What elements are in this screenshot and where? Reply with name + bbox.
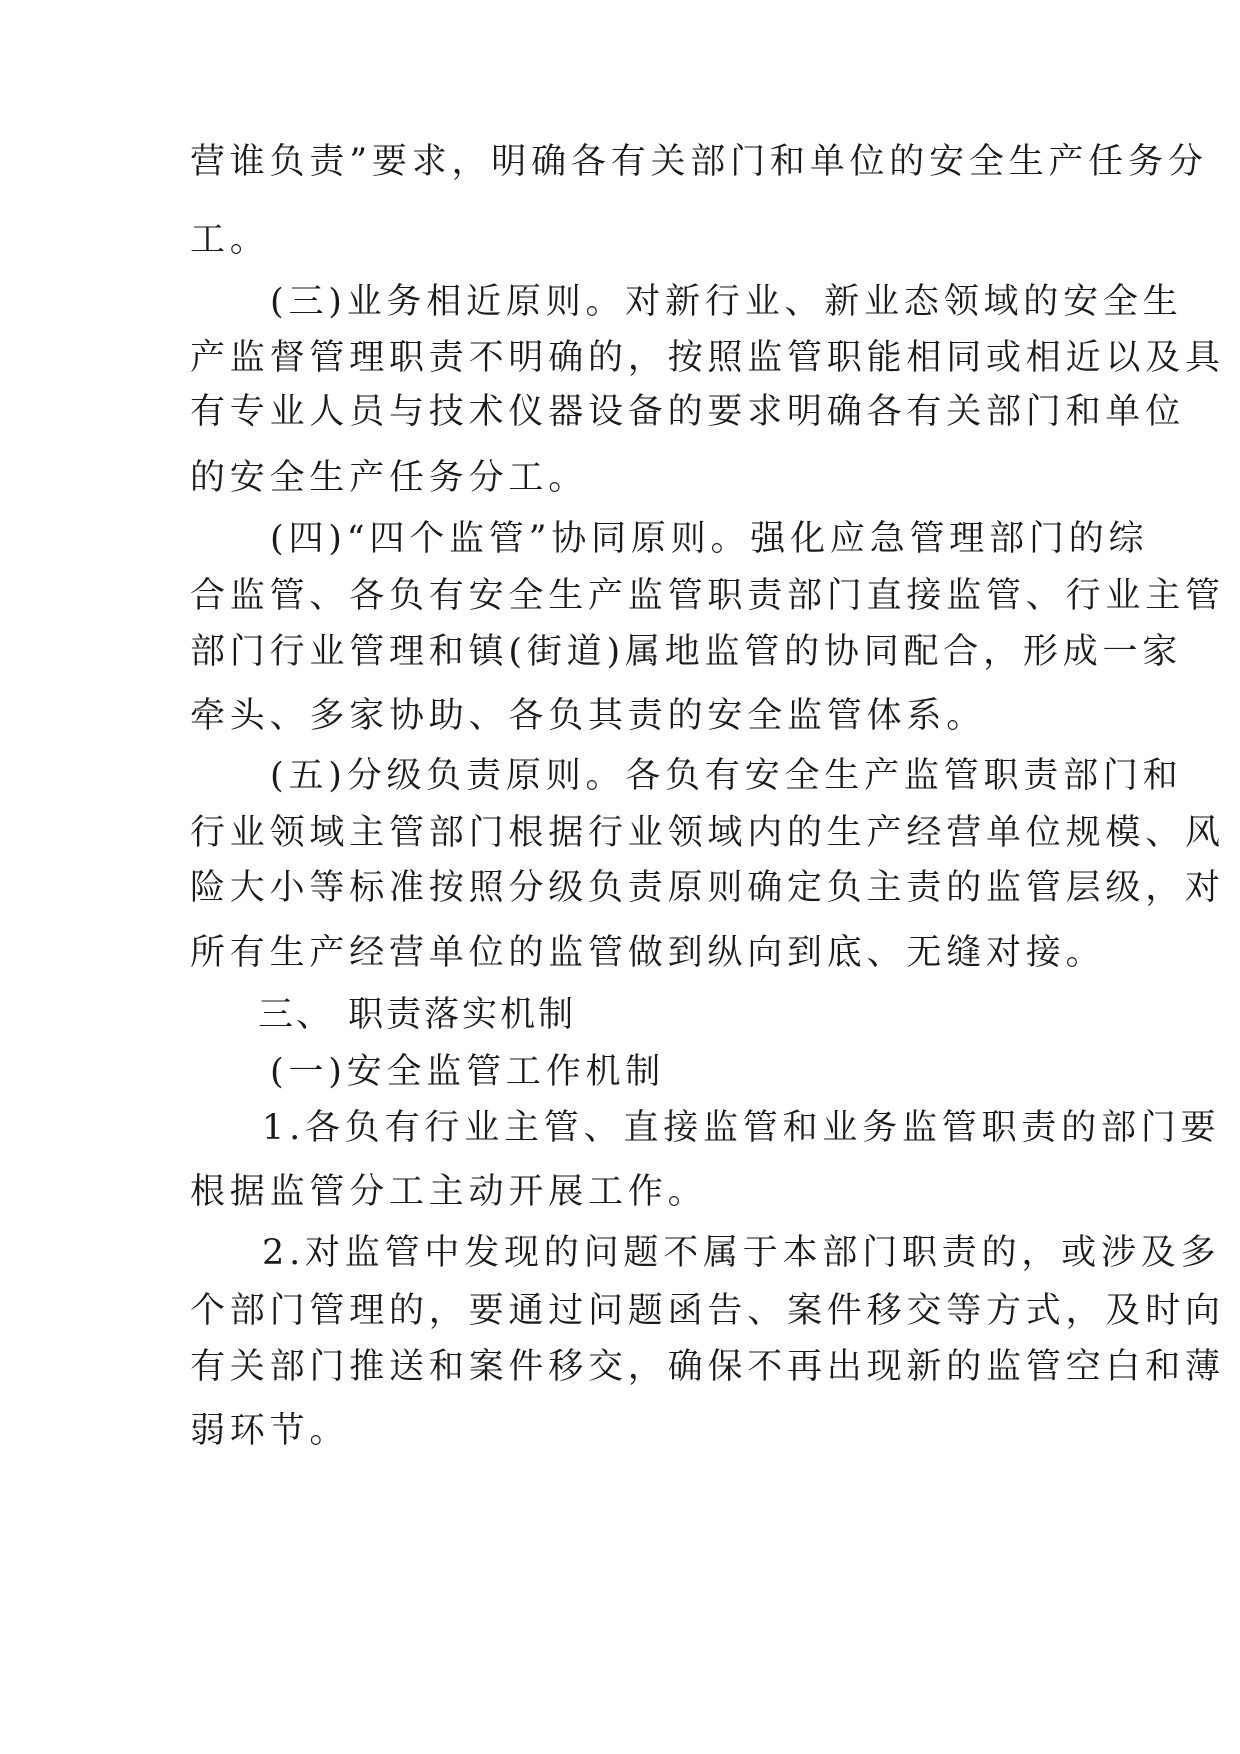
paragraph-line: 2.对监管中发现的问题不属于本部门职责的，或涉及多 bbox=[262, 1233, 1221, 1273]
paragraph-line: (五)分级负责原则。各负有安全生产监管职责部门和 bbox=[270, 756, 1183, 796]
paragraph-line: 部门行业管理和镇(街道)属地监管的协同配合，形成一家 bbox=[190, 632, 1183, 672]
paragraph-line: 弱环节。 bbox=[190, 1411, 350, 1451]
paragraph-line: 产监督管理职责不明确的，按照监管职能相同或相近以及具 bbox=[190, 338, 1225, 378]
paragraph-line: 有专业人员与技术仪器设备的要求明确各有关部门和单位 bbox=[190, 392, 1186, 432]
paragraph-line: 有关部门推送和案件移交，确保不再出现新的监管空白和薄 bbox=[190, 1347, 1225, 1387]
paragraph-line: 工。 bbox=[190, 220, 270, 260]
paragraph-line: 营谁负责”要求，明确各有关部门和单位的安全生产任务分 bbox=[190, 142, 1208, 182]
paragraph-line: (四)“四个监管”协同原则。强化应急管理部门的综 bbox=[270, 519, 1149, 559]
paragraph-line: 险大小等标准按照分级负责原则确定负主责的监管层级，对 bbox=[190, 868, 1225, 908]
paragraph-line: 行业领域主管部门根据行业领域内的生产经营单位规模、风 bbox=[190, 813, 1225, 853]
paragraph-line: 牵头、多家协助、各负其责的安全监管体系。 bbox=[190, 696, 987, 736]
paragraph-line: 合监管、各负有安全生产监管职责部门直接监管、行业主管 bbox=[190, 576, 1225, 616]
paragraph-line: 的安全生产任务分工。 bbox=[190, 458, 589, 498]
section-heading: 三、 职责落实机制 bbox=[258, 995, 577, 1035]
paragraph-line: (三)业务相近原则。对新行业、新业态领域的安全生 bbox=[270, 282, 1183, 322]
paragraph-line: 1.各负有行业主管、直接监管和业务监管职责的部门要 bbox=[262, 1108, 1221, 1148]
paragraph-line: 所有生产经营单位的监管做到纵向到底、无缝对接。 bbox=[190, 933, 1106, 973]
subsection-heading: (一)安全监管工作机制 bbox=[270, 1052, 666, 1092]
paragraph-line: 根据监管分工主动开展工作。 bbox=[190, 1172, 708, 1212]
paragraph-line: 个部门管理的，要通过问题函告、案件移交等方式，及时向 bbox=[190, 1291, 1225, 1331]
